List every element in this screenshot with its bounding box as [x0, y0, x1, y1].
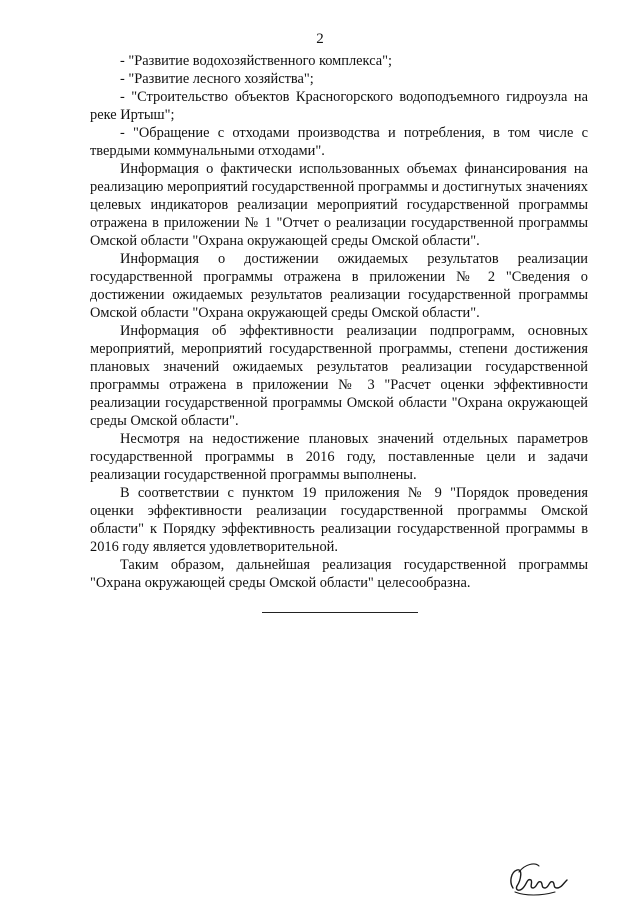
list-item: - "Строительство объектов Красногорского водоподъемного гидроузла на реке Иртыш";: [90, 89, 588, 123]
list-item: - "Развитие водохозяйственного комплекса";: [120, 53, 393, 69]
paragraph-assessment: В соответствии с пунктом 19 приложения № 9 "Порядок проведения оценки эффективности реализации государственной программы Омской области" к Порядку эффективность реализации государственной программы в 2016 году является удовлетворительной.: [90, 485, 588, 555]
separator-line: [262, 612, 418, 613]
paragraph-efficiency-info: Информация об эффективности реализации подпрограмм, основных мероприятий, мероприятий государственной программы, степени достижения плановых значений ожидаемых результатов реализации государственной программы отражена в приложении № 3 "Расчет оценки эффективности реализации государственной программы Омской области "Охрана окружающей среды Омской области".: [90, 323, 588, 429]
paragraph-conclusion: Таким образом, дальнейшая реализация государственной программы "Охрана окружающей среды Омской области" целесообразна.: [90, 557, 588, 591]
list-item: - "Развитие лесного хозяйства";: [120, 71, 314, 87]
page-number: 2: [316, 31, 324, 47]
list-item: - "Обращение с отходами производства и потребления, в том числе с твердыми коммунальными отходами".: [90, 125, 588, 159]
paragraph-results-info: Информация о достижении ожидаемых результатов реализации государственной программы отражена в приложении № 2 "Сведения о достижении ожидаемых результатов реализации государственной программы Омской области "Охрана окружающей среды Омской области".: [90, 251, 588, 321]
paragraph-nonachievement: Несмотря на недостижение плановых значений отдельных параметров государственной программы в 2016 году, поставленные цели и задачи реализации государственной программы выполнены.: [90, 431, 588, 483]
document-body: [90, 52, 588, 592]
paragraph-financing-info: Информация о фактически использованных объемах финансирования на реализацию мероприятий государственной программы и достигнутых значениях целевых индикаторов реализации мероприятий государственной программы отражена в приложении № 1 "Отчет о реализации государственной программы Омской области "Охрана окружающей среды Омской области".: [90, 161, 588, 249]
signature: [505, 858, 575, 900]
